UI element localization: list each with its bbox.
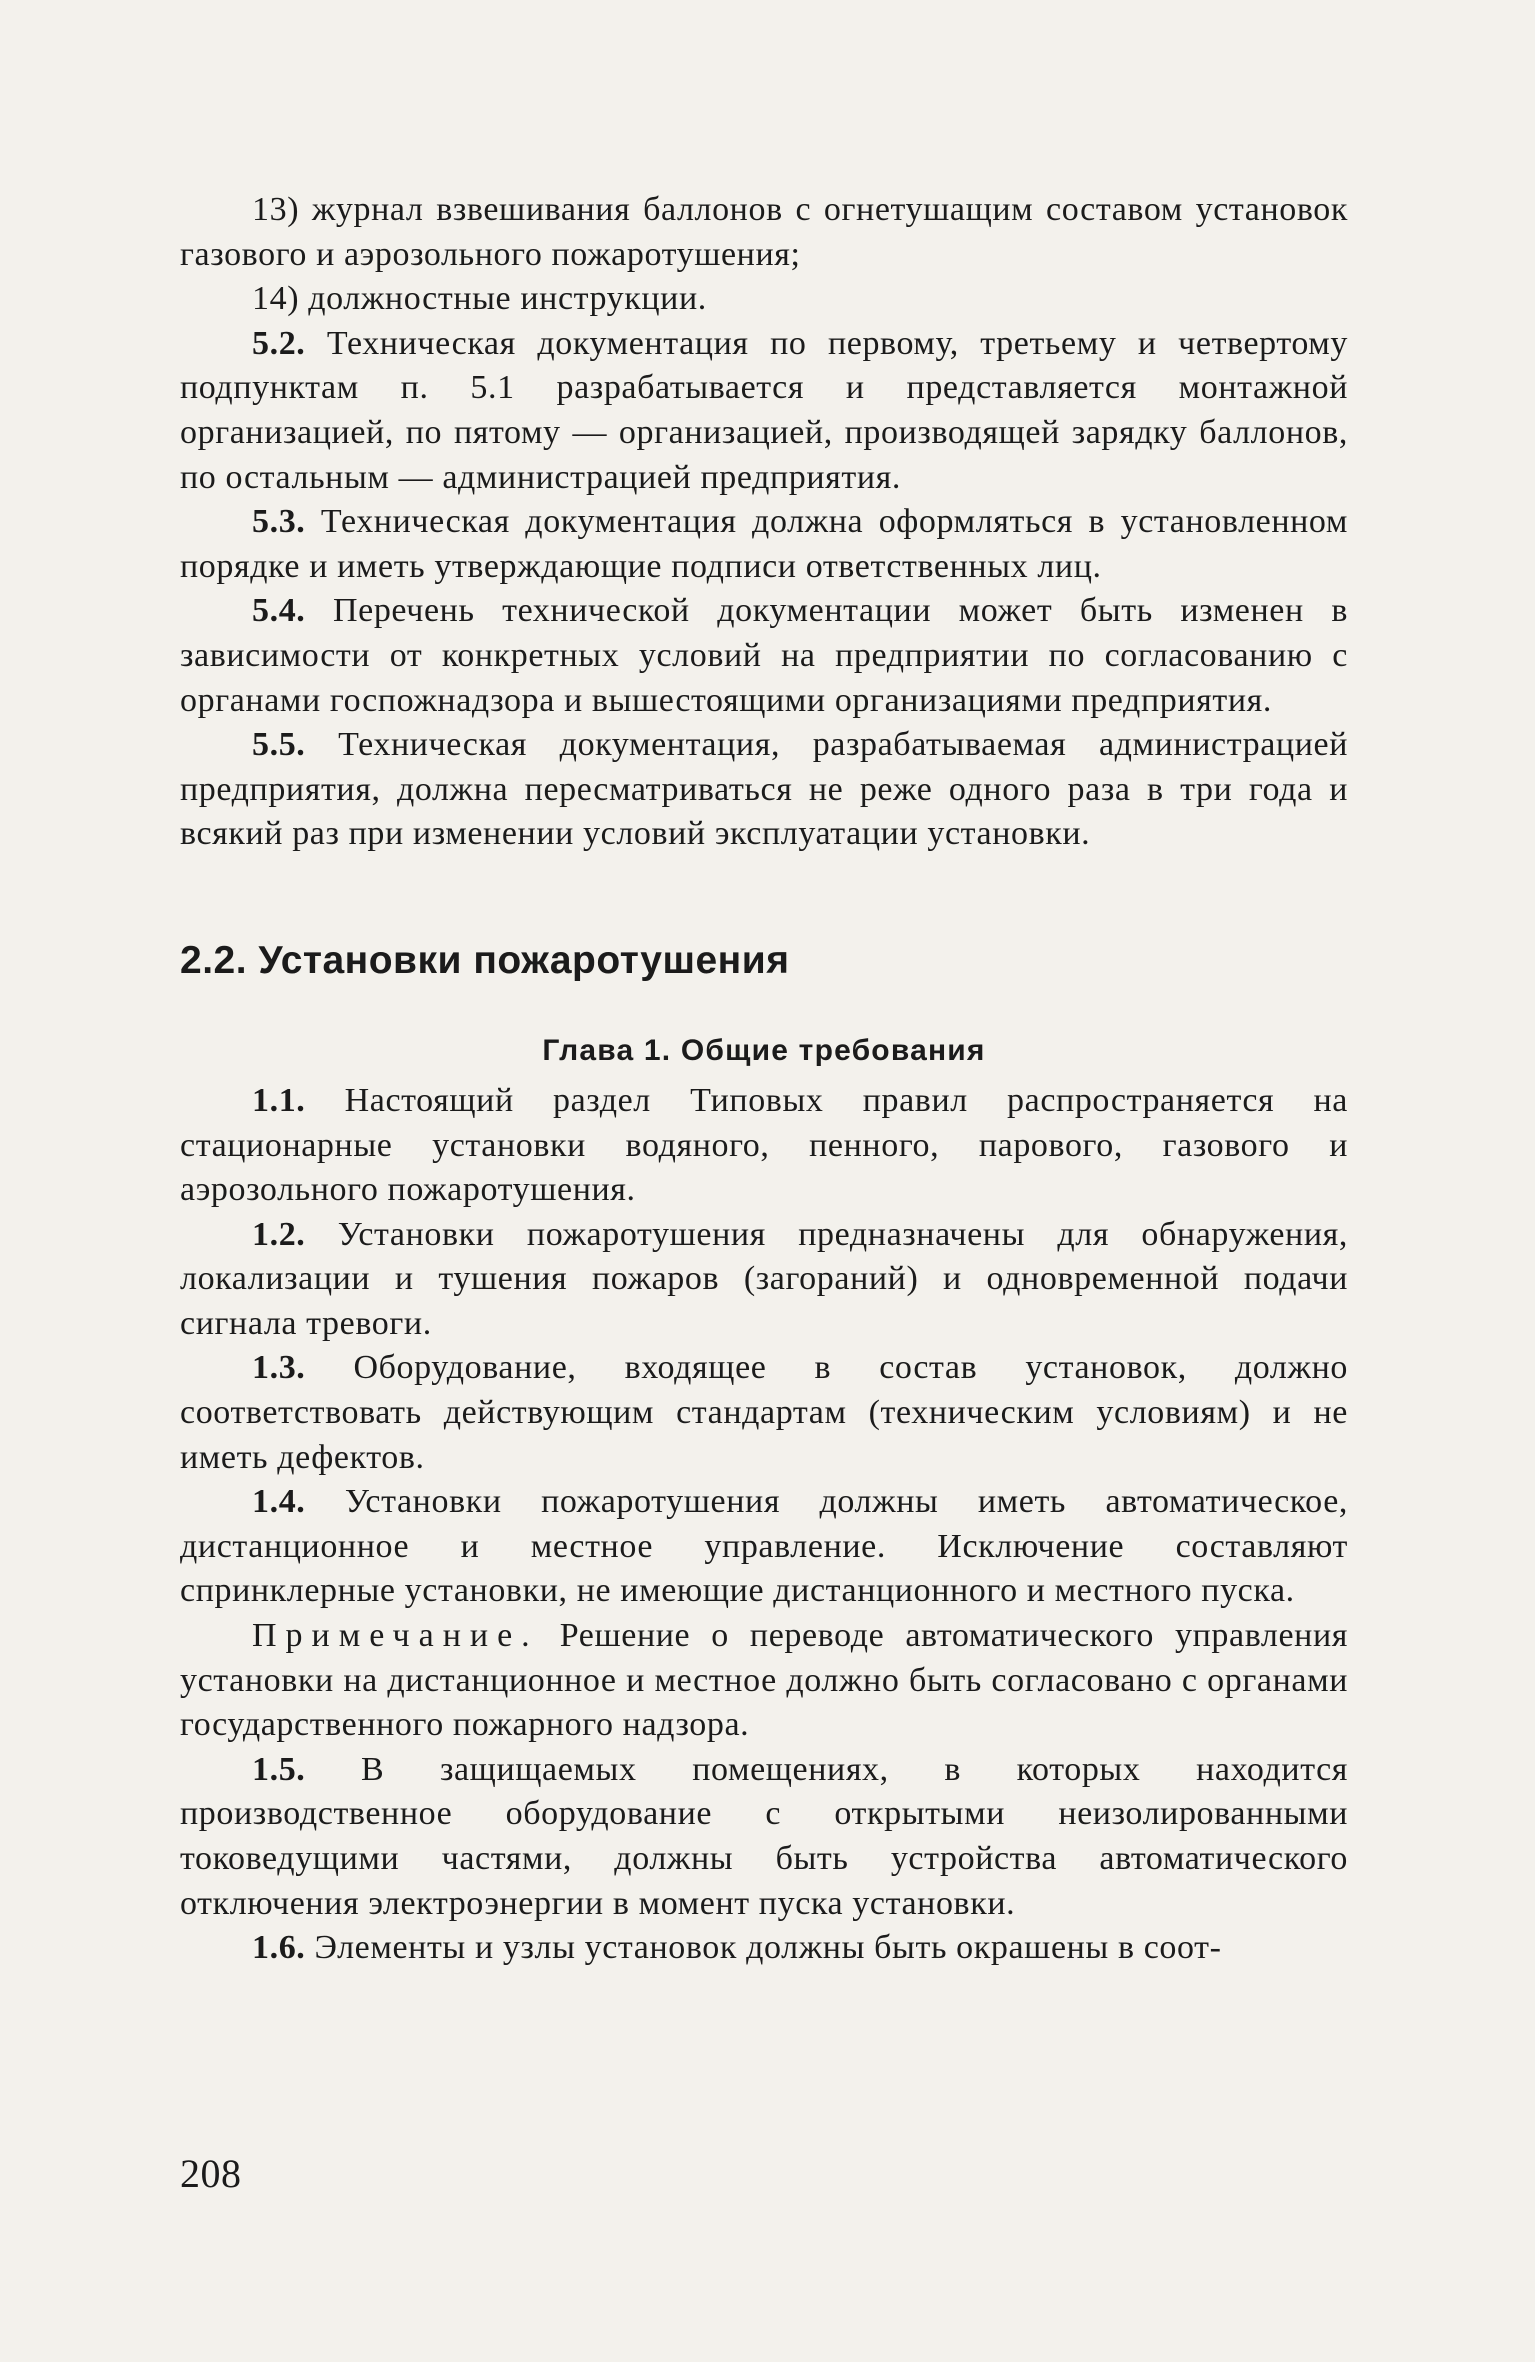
clause-1-6 — [180, 1926, 1348, 1971]
clause-number: 5.3. — [252, 503, 306, 541]
clause-text: Элементы и узлы установок должны быть окрашены в соот- — [314, 1929, 1222, 1967]
list-item-text: 14) должностные инструкции. — [252, 280, 707, 318]
clause-5-2 — [180, 322, 1348, 500]
clause-text: Техническая документация по первому, третьему и четвертому подпунктам п. 5.1 разрабатывается и представляется монтажной организацией, по пятому — организацией, производящей зарядку баллонов, по остальным — администрацией предприятия. — [180, 324, 1348, 496]
chapter-title: Глава 1. Общие требования — [542, 1033, 986, 1067]
clause-5-5 — [180, 723, 1348, 857]
note-text: Решение о переводе автоматического управления установки на дистанционное и местное должно быть согласовано с органами государственного пожарного надзора. — [180, 1617, 1348, 1744]
clause-text: Техническая документация должна оформляться в установленном порядке и иметь утверждающие подписи ответственных лиц. — [180, 503, 1348, 585]
clause-number: 1.4. — [252, 1483, 306, 1521]
clause-number: 1.3. — [252, 1349, 306, 1387]
clause-1-1 — [180, 1079, 1348, 1213]
clause-number: 1.5. — [252, 1750, 306, 1788]
clause-number: 5.5. — [252, 726, 306, 764]
clause-text: Установки пожаротушения должны иметь автоматическое, дистанционное и местное управление. Исключение составляют спринклерные установки, не имеющие дистанционного и местного пуска. — [180, 1483, 1348, 1610]
clause-text: Оборудование, входящее в состав установок, должно соответствовать действующим стандартам (техническим условиям) и не иметь дефектов. — [180, 1349, 1348, 1476]
list-item-13 — [180, 188, 1348, 277]
clause-number: 1.1. — [252, 1081, 306, 1119]
list-item-14 — [180, 277, 1348, 322]
clause-number: 5.4. — [252, 592, 306, 630]
clause-text: Установки пожаротушения предназначены для обнаружения, локализации и тушения пожаров (загораний) и одновременной подачи сигнала тревоги. — [180, 1215, 1348, 1342]
clause-1-2 — [180, 1213, 1348, 1347]
note — [180, 1614, 1348, 1748]
page-body — [180, 188, 1348, 1971]
clause-number: 5.2. — [252, 324, 306, 362]
clause-5-4 — [180, 589, 1348, 723]
clause-1-4 — [180, 1480, 1348, 1614]
clause-text: Перечень технической документации может быть изменен в зависимости от конкретных условий на предприятии по согласованию с органами госпожнадзора и вышестоящими организациями предприятия. — [180, 592, 1348, 719]
clause-text: В защищаемых помещениях, в которых находится производственное оборудование с открытыми неизолированными токоведущими частями, должны быть устройства автоматического отключения электроэнергии в момент пуска установки. — [180, 1750, 1349, 1922]
clause-1-3 — [180, 1346, 1348, 1480]
page-number: 208 — [180, 2151, 242, 2196]
clause-5-3 — [180, 500, 1348, 589]
clause-1-5 — [180, 1748, 1348, 1926]
clause-number: 1.2. — [252, 1215, 306, 1253]
clause-text: Техническая документация, разрабатываемая администрацией предприятия, должна пересматриваться не реже одного раза в три года и всякий раз при изменении условий эксплуатации установки. — [180, 726, 1348, 853]
clause-number: 1.6. — [252, 1929, 306, 1967]
section-title: 2.2. Установки пожаротушения — [180, 938, 790, 982]
note-label: Примечание. — [252, 1617, 539, 1655]
clause-text: Настоящий раздел Типовых правил распространяется на стационарные установки водяного, пенного, парового, газового и аэрозольного пожаротушения. — [180, 1081, 1348, 1209]
list-item-text: 13) журнал взвешивания баллонов с огнетушащим составом установок газового и аэрозольного пожаротушения; — [180, 191, 1348, 273]
